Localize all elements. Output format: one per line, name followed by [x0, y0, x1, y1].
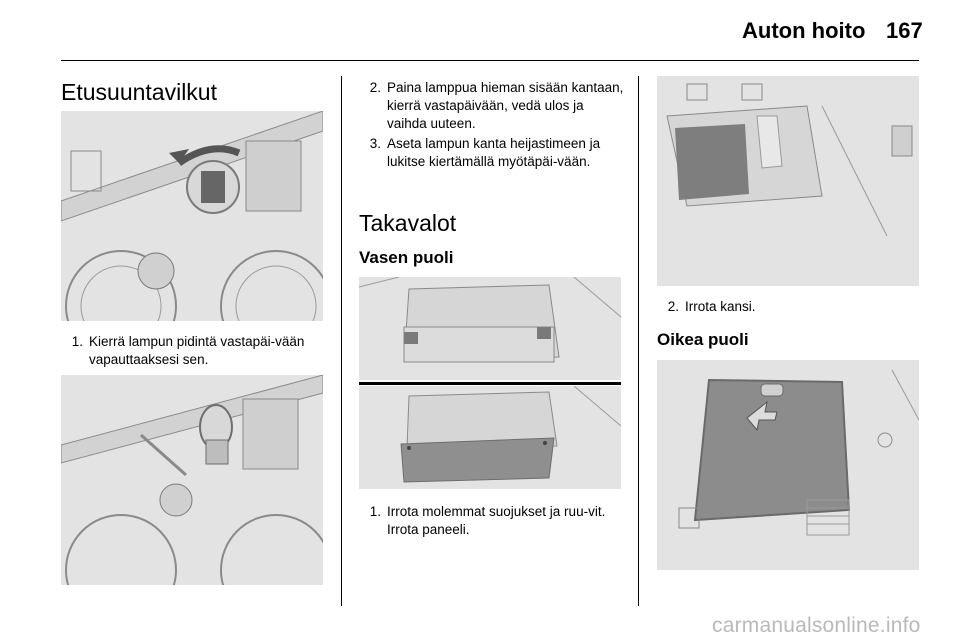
middle-steps-top	[359, 79, 627, 171]
header-section-title: Auton hoito	[742, 18, 866, 43]
step-text: Irrota molemmat suojukset ja ruu-vit. Irrota paneeli.	[387, 504, 606, 537]
watermark: carmanualsonline.info	[712, 614, 921, 637]
section-heading-rear-lights: Takavalot	[359, 210, 457, 236]
left-steps	[61, 333, 326, 369]
step-number: 1.	[369, 504, 381, 519]
page-number: 167	[886, 18, 923, 43]
step-number: 3.	[369, 136, 381, 151]
figure-front-indicator-bulb-holder	[61, 111, 323, 321]
list-item	[657, 298, 919, 316]
figure-front-indicator-bulb-removed	[61, 375, 323, 585]
figure-left-side-cover-opened	[657, 76, 919, 286]
figure-left-side-panel-removed	[359, 386, 621, 489]
step-text: Paina lamppua hieman sisään kantaan, kierrä vastapäivään, vedä ulos ja vaihda uuteen.	[387, 80, 624, 131]
header-rule	[61, 60, 919, 61]
step-number: 1.	[71, 334, 83, 349]
figure-left-side-covers	[359, 277, 621, 380]
figure-separator	[359, 382, 621, 385]
step-text: Kierrä lampun pidintä vastapäi-vään vapauttaaksesi sen.	[89, 334, 305, 367]
step-text: Irrota kansi.	[685, 299, 756, 314]
list-item	[359, 79, 627, 133]
section-heading-front-indicators: Etusuuntavilkut	[61, 79, 217, 105]
step-text: Aseta lampun kanta heijastimeen ja lukitse kiertämällä myötäpäi-vään.	[387, 136, 601, 169]
subheading-left-side: Vasen puoli	[359, 248, 454, 267]
column-divider-left	[341, 76, 342, 606]
column-divider-right	[638, 76, 639, 606]
right-steps	[657, 298, 919, 316]
middle-steps-bottom	[359, 503, 627, 539]
list-item	[61, 333, 326, 369]
list-item	[359, 503, 627, 539]
figure-right-side-cover	[657, 360, 919, 570]
step-number: 2.	[369, 80, 381, 95]
list-item	[359, 135, 627, 171]
step-number: 2.	[667, 299, 679, 314]
subheading-right-side: Oikea puoli	[657, 330, 749, 349]
